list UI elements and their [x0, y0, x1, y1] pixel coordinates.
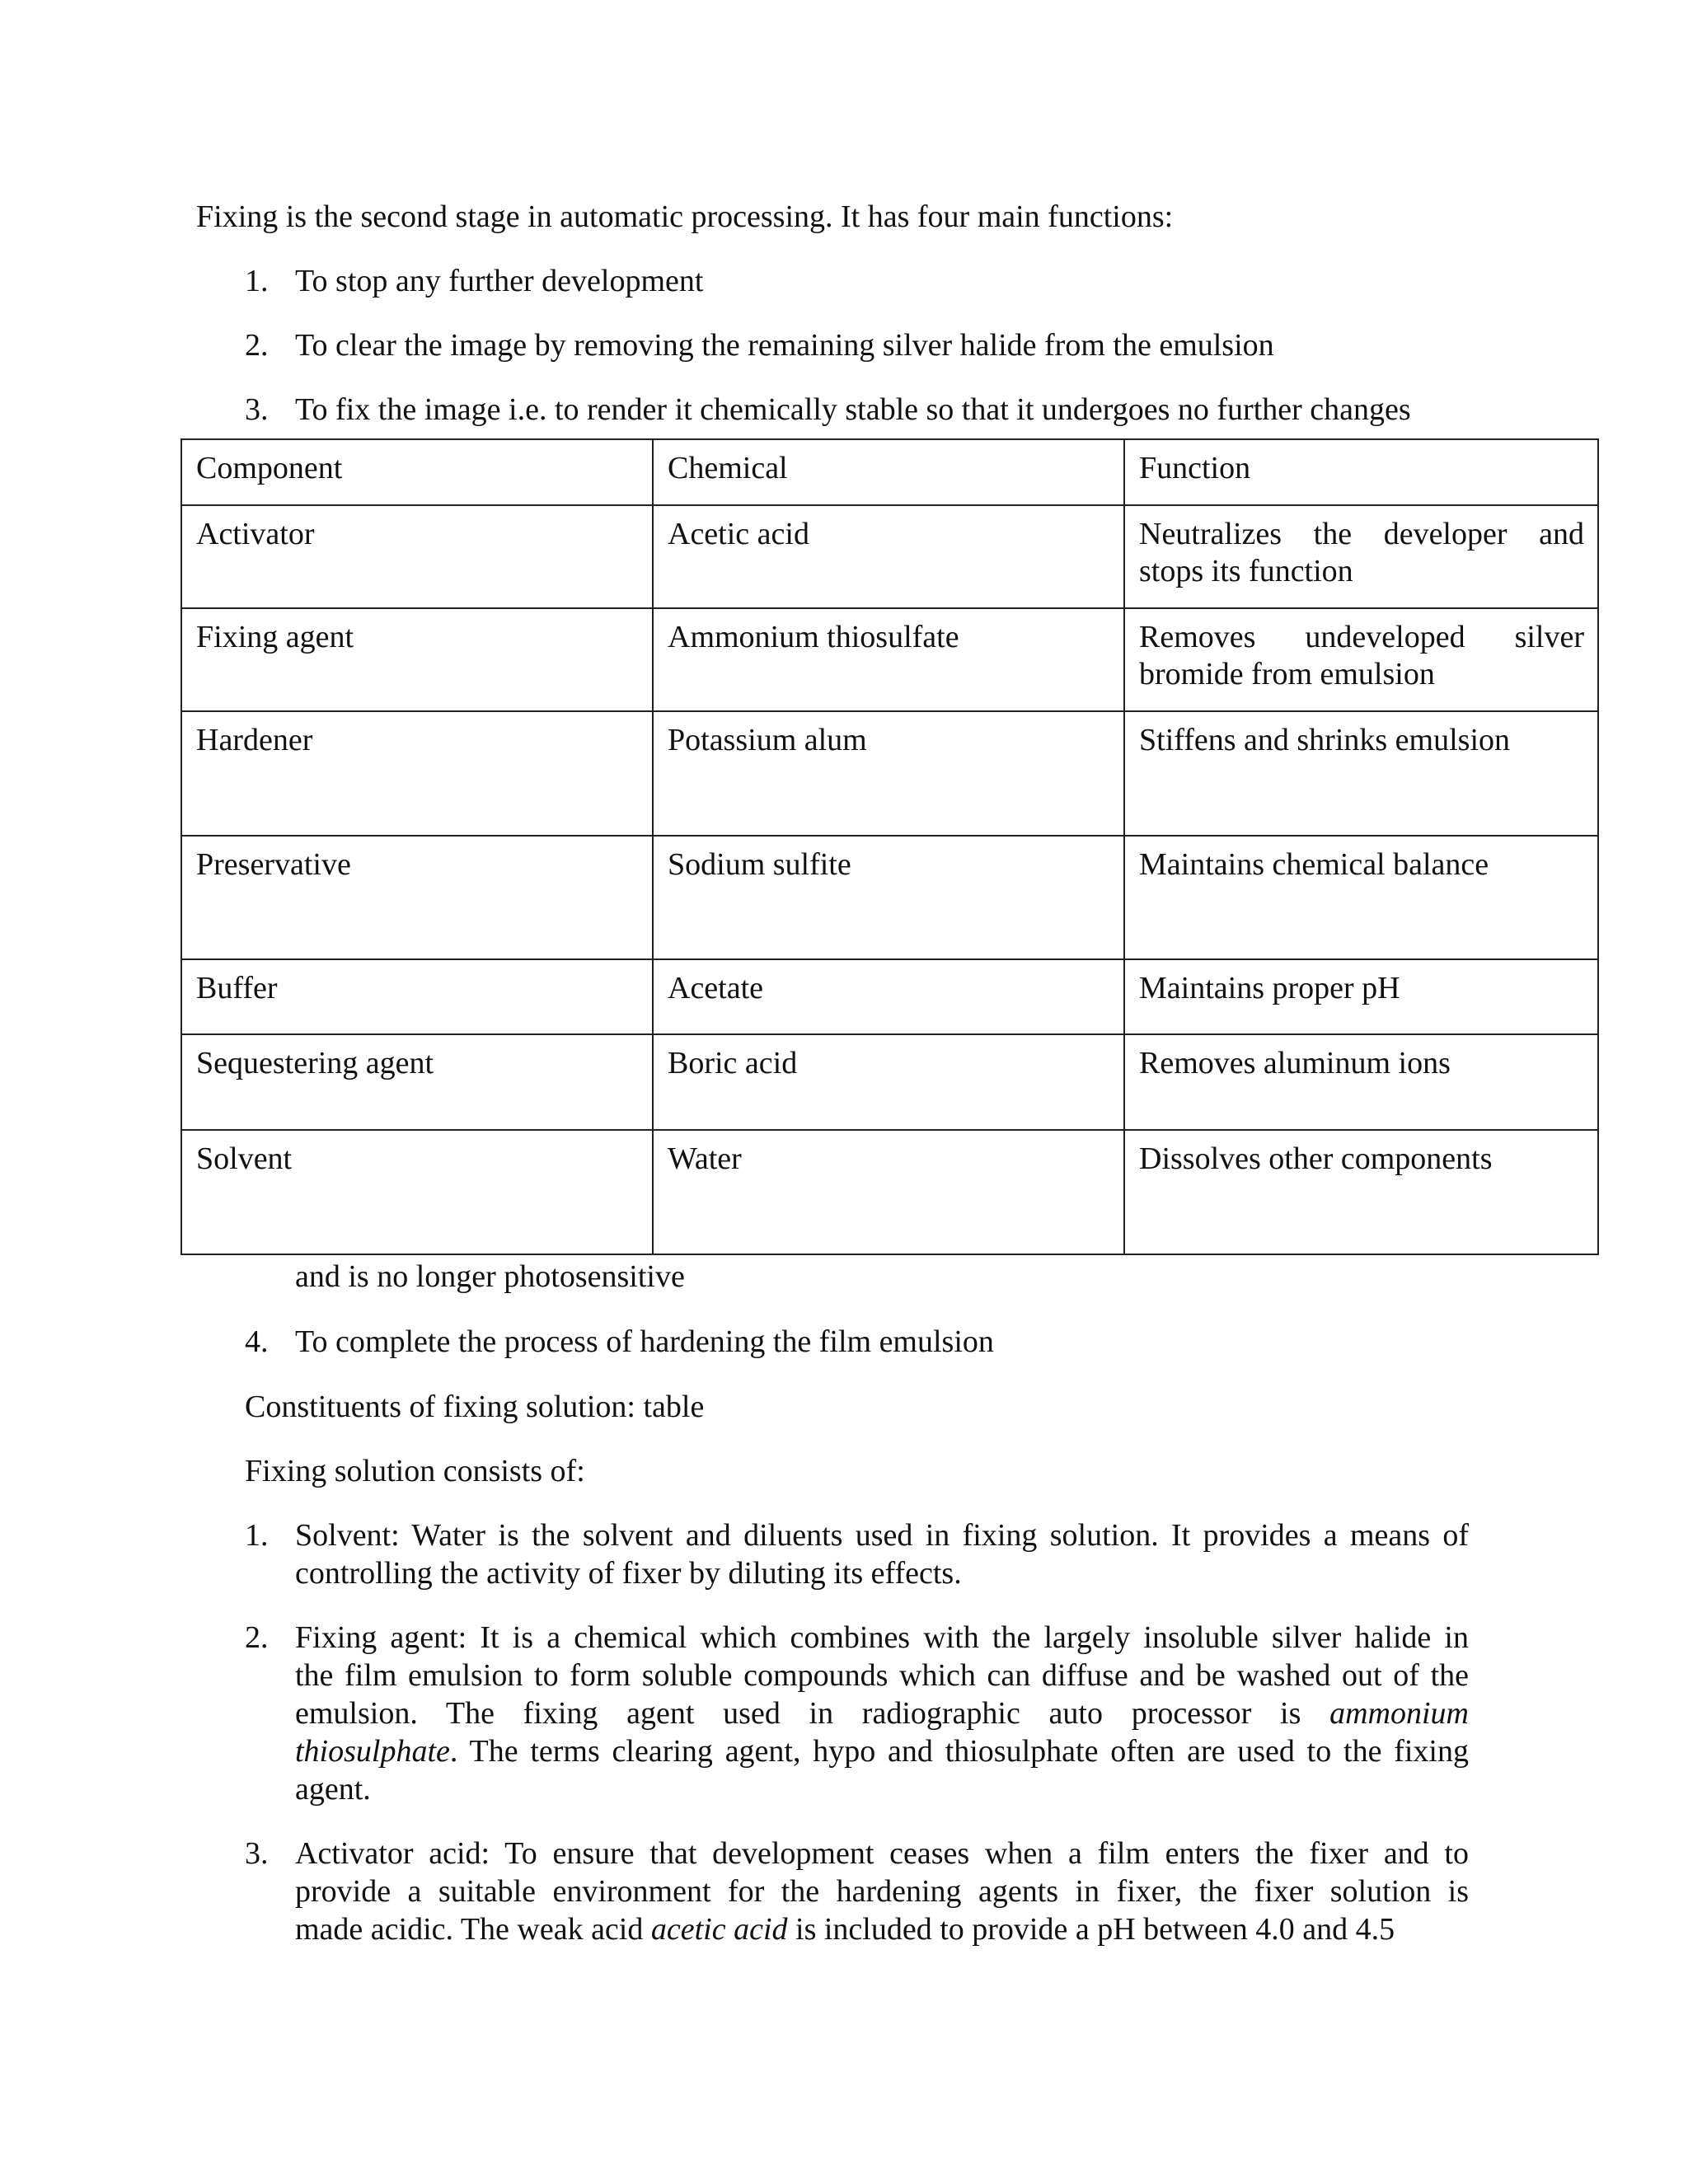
text-run: . The terms clearing agent, hypo and thiosulphate often are used to the fixing [449, 1734, 1469, 1769]
paragraph-line [295, 1694, 1469, 1732]
paragraph-line [295, 1732, 1469, 1770]
cell-function: Maintains proper pH [1124, 959, 1598, 1034]
cell-chemical: Boric acid [653, 1034, 1124, 1130]
text-run: is included to provide a pH between 4.0 and 4.5 [787, 1912, 1395, 1947]
list-paragraph [295, 1835, 1469, 1948]
intro-text: Fixing is the second stage in automatic processing. It has four main functions: [196, 199, 1174, 234]
cell-component: Fixing agent [181, 608, 653, 711]
text-run: emulsion. The fixing agent used in radiographic auto processor is [295, 1696, 1330, 1731]
list-number: 3. [245, 1836, 269, 1871]
header-component: Component [181, 439, 653, 505]
paragraph-line: Activator acid: To ensure that development ceases when a film enters the fixer and to [295, 1836, 1469, 1871]
header-function: Function [1124, 439, 1598, 505]
cell-function: Dissolves other components [1124, 1130, 1598, 1254]
paragraph-line [295, 1910, 1469, 1948]
cell-component: Hardener [181, 711, 653, 836]
cell-chemical: Potassium alum [653, 711, 1124, 836]
list-text: To clear the image by removing the remaining silver halide from the emulsion [295, 328, 1274, 363]
constituents-heading: Constituents of fixing solution: table [245, 1390, 705, 1424]
cell-chemical: Acetate [653, 959, 1124, 1034]
list-number: 3. [245, 392, 269, 427]
cell-function: Stiffens and shrinks emulsion [1124, 711, 1598, 836]
cell-function-line: Removes undeveloped silver [1139, 620, 1584, 654]
cell-function-line: stops its function [1139, 554, 1353, 588]
list-number: 2. [245, 328, 269, 363]
header-chemical: Chemical [653, 439, 1124, 505]
cell-function [1124, 608, 1598, 711]
cell-function: Removes aluminum ions [1124, 1034, 1598, 1130]
table-row [181, 1130, 1598, 1254]
list-text: To fix the image i.e. to render it chemically stable so that it undergoes no further changes [295, 392, 1411, 427]
table-row [181, 711, 1598, 836]
italic-term: thiosulphate [295, 1734, 450, 1769]
list-number: 1. [245, 1518, 269, 1553]
list-text: To complete the process of hardening the film emulsion [295, 1324, 994, 1359]
table-row [181, 959, 1598, 1034]
italic-term: ammonium [1329, 1696, 1469, 1731]
fixing-constituents-table [181, 438, 1599, 1255]
cell-component: Preservative [181, 836, 653, 959]
cell-function-line: bromide from emulsion [1139, 657, 1435, 691]
cell-chemical: Ammonium thiosulfate [653, 608, 1124, 711]
table-header-row [181, 439, 1598, 505]
list-paragraph [295, 1619, 1469, 1808]
cell-function-line: Neutralizes the developer and [1139, 517, 1584, 551]
table-row [181, 836, 1598, 959]
paragraph-line: Fixing agent: It is a chemical which combines with the largely insoluble silver halide in [295, 1620, 1469, 1655]
cell-component: Activator [181, 505, 653, 608]
cell-chemical: Sodium sulfite [653, 836, 1124, 959]
cell-chemical: Water [653, 1130, 1124, 1254]
list-number: 1. [245, 264, 269, 298]
table-row [181, 505, 1598, 608]
list-text-continuation: and is no longer photosensitive [295, 1259, 685, 1294]
consists-of-heading: Fixing solution consists of: [245, 1454, 585, 1488]
cell-function [1124, 505, 1598, 608]
paragraph-line: controlling the activity of fixer by diluting its effects. [295, 1556, 962, 1591]
list-number: 4. [245, 1324, 269, 1359]
cell-component: Solvent [181, 1130, 653, 1254]
paragraph-line: agent. [295, 1772, 371, 1807]
paragraph-line: Solvent: Water is the solvent and diluents used in fixing solution. It provides a means of [295, 1518, 1469, 1553]
cell-chemical: Acetic acid [653, 505, 1124, 608]
paragraph-line: provide a suitable environment for the hardening agents in fixer, the fixer solution is [295, 1874, 1469, 1909]
text-run: made acidic. The weak acid [295, 1912, 651, 1947]
list-number: 2. [245, 1620, 269, 1655]
cell-function: Maintains chemical balance [1124, 836, 1598, 959]
cell-component: Sequestering agent [181, 1034, 653, 1130]
list-text: To stop any further development [295, 264, 704, 298]
table-row [181, 608, 1598, 711]
table-row [181, 1034, 1598, 1130]
italic-term: acetic acid [650, 1912, 788, 1947]
list-paragraph [295, 1516, 1469, 1592]
cell-component: Buffer [181, 959, 653, 1034]
paragraph-line: the film emulsion to form soluble compounds which can diffuse and be washed out of the [295, 1658, 1469, 1693]
